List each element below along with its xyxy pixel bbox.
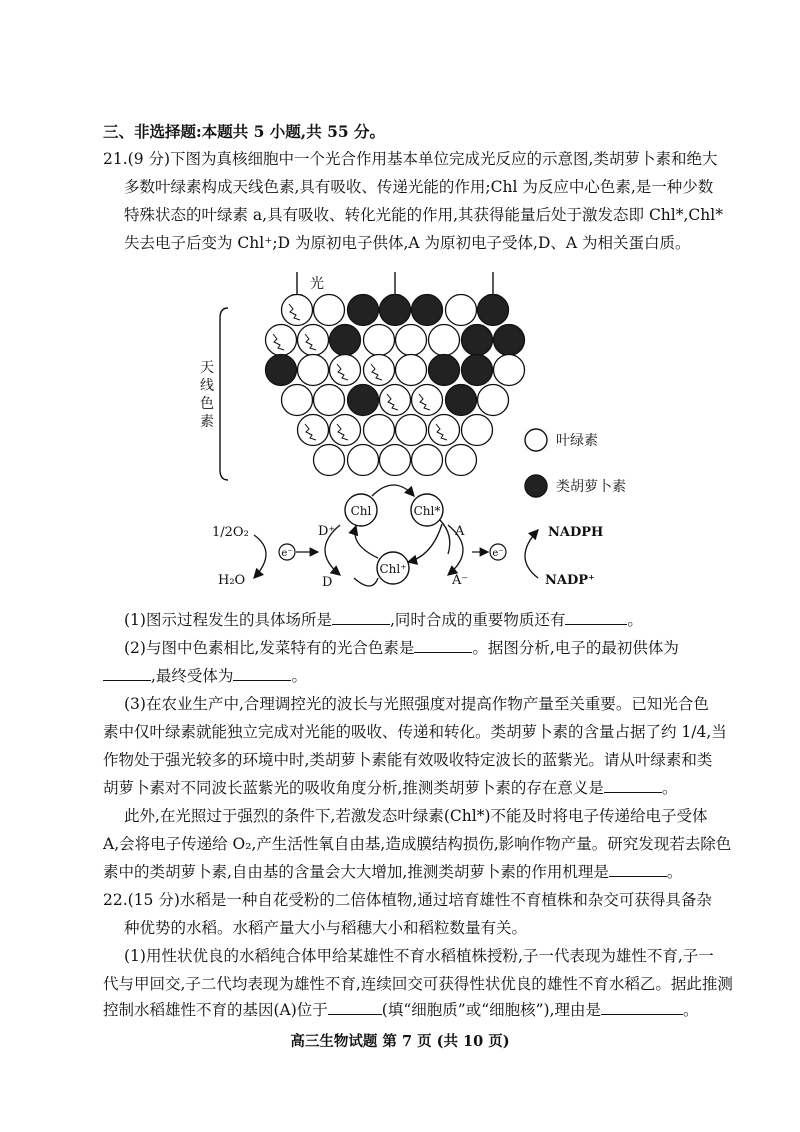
q22-part1-line: (1)用性状优良的水稻纯合体甲给某雄性不育水稻植株授粉,子一代表现为雄性不育,子一: [124, 947, 714, 965]
carotenoid-legend-icon: [525, 475, 547, 497]
chlorophyll-molecule: [446, 295, 477, 326]
antenna-pigment-cluster: [266, 295, 525, 476]
q21-part3b-line: [103, 862, 682, 882]
carotenoid-molecule: [348, 385, 379, 416]
chlorophyll-molecule: [330, 415, 361, 446]
chlorophyll-molecule: [364, 415, 395, 446]
q22-stem-line: 种优势的水稻。水稻产量大小与稻穗大小和稻粒数量有关。: [124, 919, 528, 937]
antenna-label-char: 天: [200, 360, 214, 376]
carotenoid-molecule: [494, 325, 525, 356]
carotenoid-molecule: [462, 355, 493, 386]
chlorophyll-molecule: [429, 415, 460, 446]
chlorophyll-molecule: [282, 385, 313, 416]
d-to-chl-arc: [354, 578, 378, 586]
antenna-bracket: [220, 308, 228, 480]
q21-part1: [124, 610, 643, 630]
section-heading: 三、非选择题:本题共 5 小题,共 55 分。: [103, 122, 386, 141]
q21-part2: [124, 638, 679, 658]
chl-ground-label: Chl: [350, 504, 372, 518]
chlorophyll-molecule: [314, 445, 345, 476]
legend-chlorophyll: 叶绿素: [556, 433, 598, 449]
q21-part3-line: 素中仅叶绿素就能独立完成对光能的吸收、传递和转化。类胡萝卜素的含量占据了约 1/4,当: [103, 723, 727, 741]
carotenoid-molecule: [429, 355, 460, 386]
carotenoid-molecule: [266, 355, 297, 386]
chl-excited-label: Chl*: [413, 504, 441, 518]
answer-blank[interactable]: [233, 666, 291, 681]
q21-part2-text: 。: [291, 667, 307, 685]
chlorophyll-molecule: [412, 385, 443, 416]
answer-blank[interactable]: [601, 1000, 683, 1015]
q21-part3-line: (3)在农业生产中,合理调控光的波长与光照强度对提高作物产量至关重要。已知光合色: [124, 695, 709, 713]
water-label: H₂O: [218, 573, 246, 588]
antenna-label-char: 素: [200, 414, 214, 430]
answer-blank[interactable]: [328, 1000, 382, 1015]
carotenoid-molecule: [412, 295, 443, 326]
answer-blank[interactable]: [604, 778, 662, 793]
chlorophyll-molecule: [396, 325, 427, 356]
chlorophyll-molecule: [380, 385, 411, 416]
chl-oxidized-label: Chl⁺: [379, 562, 407, 576]
q21-stem-line: 多数叶绿素构成天线色素,具有吸收、传递光能的作用;Chl 为反应中心色素,是一种少数: [124, 178, 714, 196]
carotenoid-molecule: [462, 325, 493, 356]
chlorophyll-molecule: [330, 355, 361, 386]
half-o2-label: 1/2O₂: [212, 525, 249, 540]
q22-part1-text: 控制水稻雄性不育的基因(A)位于: [103, 1001, 328, 1019]
chlorophyll-molecule: [298, 415, 329, 446]
q21-part3b-text: 。: [666, 863, 683, 881]
page-footer: 高三生物试题 第 7 页 (共 10 页): [290, 1033, 510, 1050]
chlorophyll-molecule: [314, 295, 345, 326]
q21-part1-text: ,同时合成的重要物质还有: [389, 611, 566, 629]
chl-oxidation-arrow: [408, 524, 442, 562]
nadp-reduction-arc: [525, 530, 538, 578]
answer-blank[interactable]: [103, 666, 151, 681]
q21-part3-line: 作物处于强光较多的环境中时,类胡萝卜素能有效吸收特定波长的蓝紫光。请从叶绿素和类: [103, 751, 713, 769]
answer-blank[interactable]: [332, 610, 390, 625]
chlorophyll-molecule: [298, 325, 329, 356]
chlorophyll-molecule: [494, 355, 525, 386]
chlorophyll-molecule: [364, 325, 395, 356]
chl-regeneration-arrow: [355, 526, 378, 558]
q22-stem-line: 22.(15 分)水稻是一种自花受粉的二倍体植物,通过培育雄性不育植株和杂交可获得具备杂: [103, 891, 712, 909]
d-plus-label: D⁺: [318, 524, 336, 539]
chlorophyll-molecule: [266, 325, 297, 356]
carotenoid-molecule: [478, 295, 509, 326]
electron-right-label: e⁻: [492, 548, 504, 559]
q21-part2-text: ,最终受体为: [151, 667, 234, 685]
q22-part1-text: 。: [683, 1001, 699, 1019]
chlorophyll-molecule: [282, 295, 313, 326]
q21-part3-line: [103, 778, 677, 798]
q21-part2-cont: [103, 666, 307, 686]
chlorophyll-molecule: [462, 415, 493, 446]
q22-part1-line: [103, 1000, 699, 1020]
q21-part1-text: (1)图示过程发生的具体场所是: [124, 611, 332, 629]
q21-part2-text: 。据图分析,电子的最初供体为: [472, 639, 679, 657]
answer-blank[interactable]: [414, 638, 472, 653]
d-label: D: [322, 575, 333, 590]
chlorophyll-legend-icon: [525, 429, 547, 451]
chlorophyll-molecule: [298, 355, 329, 386]
antenna-label-char: 色: [200, 396, 214, 412]
q21-part3-text: 。: [661, 779, 678, 797]
chlorophyll-molecule: [396, 415, 427, 446]
carotenoid-molecule: [380, 295, 411, 326]
q21-part3b-line: A,会将电子传递给 O₂,产生活性氧自由基,造成膜结构损伤,影响作物产量。研究发现若去除色: [103, 835, 732, 853]
carotenoid-molecule: [330, 325, 361, 356]
chlorophyll-molecule: [364, 355, 395, 386]
light-reaction-diagram: [0, 260, 800, 600]
q21-part3b-text: 素中的类胡萝卜素,自由基的含量会大大增加,推测类胡萝卜素的作用机理是: [103, 863, 609, 881]
q21-part3b-line: 此外,在光照过于强烈的条件下,若激发态叶绿素(Chl*)不能及时将电子传递给电子受体: [124, 807, 708, 825]
nadph-label: NADPH: [548, 525, 604, 540]
carotenoid-molecule: [348, 295, 379, 326]
chlorophyll-molecule: [429, 325, 460, 356]
nadp-label: NADP⁺: [545, 573, 595, 588]
chlorophyll-molecule: [348, 445, 379, 476]
legend-carotenoid: 类胡萝卜素: [556, 479, 626, 495]
excitation-arrow: [372, 485, 414, 496]
q21-part2-text: (2)与图中色素相比,发菜特有的光合色素是: [124, 639, 415, 657]
chlorophyll-molecule: [412, 445, 443, 476]
chlorophyll-molecule: [396, 355, 427, 386]
chlorophyll-molecule: [446, 445, 477, 476]
light-label: 光: [310, 276, 324, 292]
q22-part1-text: (填“细胞质”或“细胞核”),理由是: [381, 1001, 602, 1019]
water-oxidation-arc: [254, 535, 266, 578]
q21-part1-text: 。: [627, 611, 643, 629]
a-label: A: [455, 524, 465, 539]
chlorophyll-molecule: [478, 385, 509, 416]
q21-stem-line: 失去电子后变为 Chl⁺;D 为原初电子供体,A 为原初电子受体,D、A 为相关蛋白质。: [124, 234, 691, 252]
q21-stem-line: 特殊状态的叶绿素 a,具有吸收、转化光能的作用,其获得能量后处于激发态即 Chl*,Chl*: [124, 206, 723, 224]
q21-part3-text: 胡萝卜素对不同波长蓝紫光的吸收角度分析,推测类胡萝卜素的存在意义是: [103, 779, 604, 797]
chlorophyll-molecule: [380, 445, 411, 476]
q22-part1-line: 代与甲回交,子二代均表现为雄性不育,连续回交可获得性状优良的雄性不育水稻乙。据此推测: [103, 975, 733, 993]
carotenoid-molecule: [446, 385, 477, 416]
q21-stem-line: 21.(9 分)下图为真核细胞中一个光合作用基本单位完成光反应的示意图,类胡萝卜素和绝大: [103, 150, 718, 168]
electron-left-label: e⁻: [281, 548, 293, 559]
answer-blank[interactable]: [609, 862, 667, 877]
antenna-label-char: 线: [200, 378, 214, 394]
a-minus-label: A⁻: [452, 573, 469, 588]
answer-blank[interactable]: [565, 610, 627, 625]
chlorophyll-molecule: [314, 385, 345, 416]
